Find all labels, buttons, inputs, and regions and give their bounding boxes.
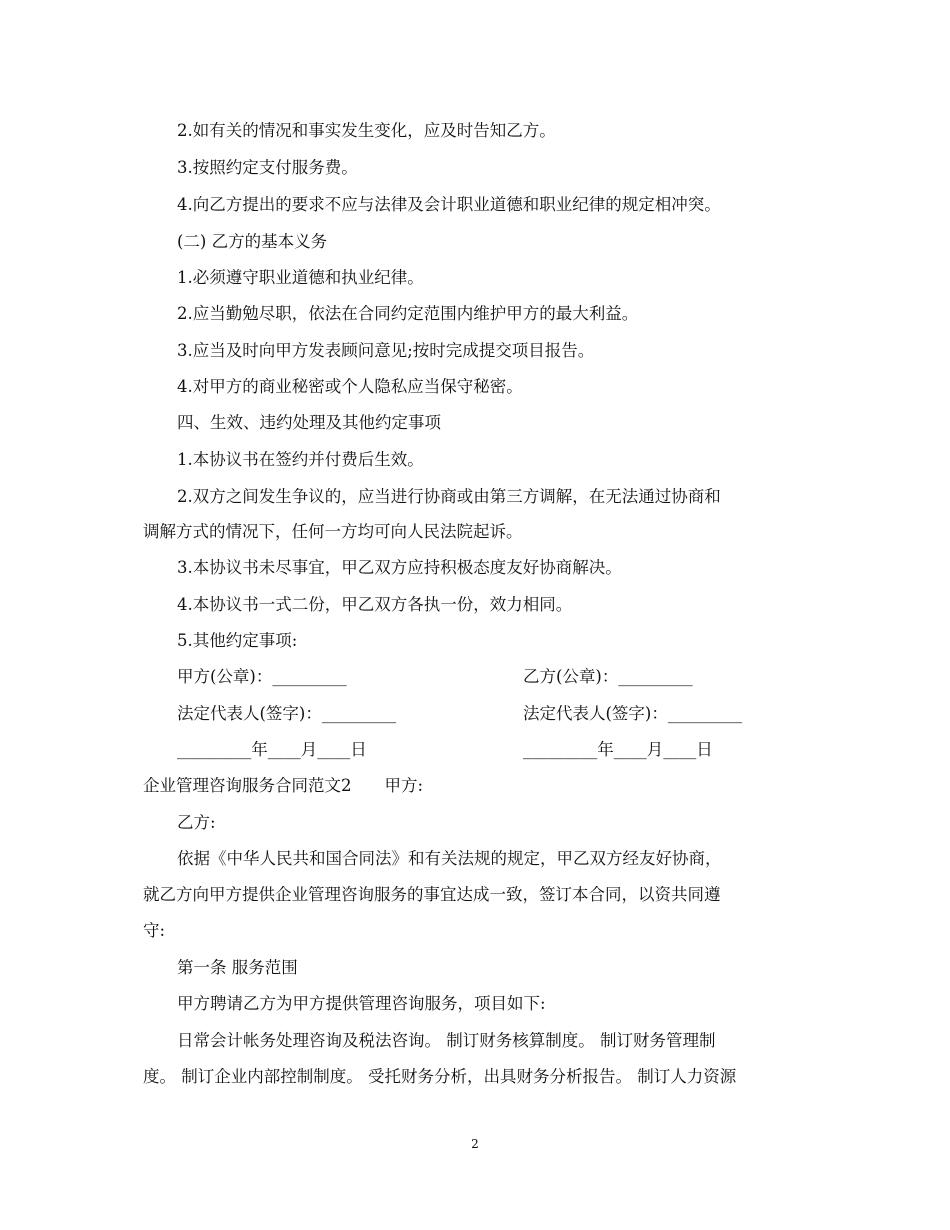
clause-text: 1.必须遵守职业道德和执业纪律。 [177, 268, 424, 287]
paragraph-text: 守: [143, 921, 166, 940]
clause-text: 调解方式的情况下，任何一方均可向人民法院起诉。 [143, 522, 523, 541]
clause-text: 2.如有关的情况和事实发生变化，应及时告知乙方。 [177, 121, 556, 140]
paragraph-text: 依据《中华人民共和国合同法》和有关法规的规定，甲乙双方经友好协商， [177, 849, 722, 868]
clause-text: 5.其他约定事项: [177, 631, 298, 650]
clause-text: 4.本协议书一式二份，甲乙双方各执一份，效力相同。 [177, 595, 573, 614]
party-a-date-field: _________年____月____日 [177, 740, 367, 759]
section-heading: (二) 乙方的基本义务 [177, 232, 328, 251]
article-heading: 第一条 服务范围 [177, 958, 298, 977]
section-heading: 四、生效、违约处理及其他约定事项 [177, 413, 441, 432]
party-a-representative-field: 法定代表人(签字)：_________ [177, 704, 397, 723]
party-b-seal-field: 乙方(公章)：_________ [523, 667, 693, 686]
party-b-date-field: _________年____月____日 [523, 740, 713, 759]
paragraph-text: 度。 制订企业内部控制制度。 受托财务分析，出具财务分析报告。 制订人力资源 [143, 1067, 737, 1086]
party-b-representative-field: 法定代表人(签字)：_________ [523, 704, 743, 723]
clause-text: 3.按照约定支付服务费。 [177, 158, 358, 177]
paragraph-text: 甲方聘请乙方为甲方提供管理咨询服务，项目如下: [177, 994, 546, 1013]
clause-text: 2.应当勤勉尽职，依法在合同约定范围内维护甲方的最大利益。 [177, 304, 639, 323]
page-number: 2 [471, 1137, 479, 1151]
clause-text: 1.本协议书在签约并付费后生效。 [177, 450, 424, 469]
document-title: 企业管理咨询服务合同范文2 甲方: [143, 776, 424, 795]
clause-text: 3.本协议书未尽事宜，甲乙双方应持积极态度友好协商解决。 [177, 558, 622, 577]
clause-text: 3.应当及时向甲方发表顾问意见;按时完成提交项目报告。 [177, 341, 595, 360]
party-label: 乙方: [177, 813, 216, 832]
paragraph-text: 就乙方向甲方提供企业管理咨询服务的事宜达成一致，签订本合同，以资共同遵 [143, 885, 721, 904]
party-a-seal-field: 甲方(公章)：_________ [177, 667, 347, 686]
clause-text: 4.对甲方的商业秘密或个人隐私应当保守秘密。 [177, 377, 523, 396]
paragraph-text: 日常会计帐务处理咨询及税法咨询。 制订财务核算制度。 制订财务管理制 [177, 1031, 716, 1050]
clause-text: 4.向乙方提出的要求不应与法律及会计职业道德和职业纪律的规定相冲突。 [177, 195, 721, 214]
clause-text: 2.双方之间发生争议的，应当进行协商或由第三方调解，在无法通过协商和 [177, 487, 721, 506]
